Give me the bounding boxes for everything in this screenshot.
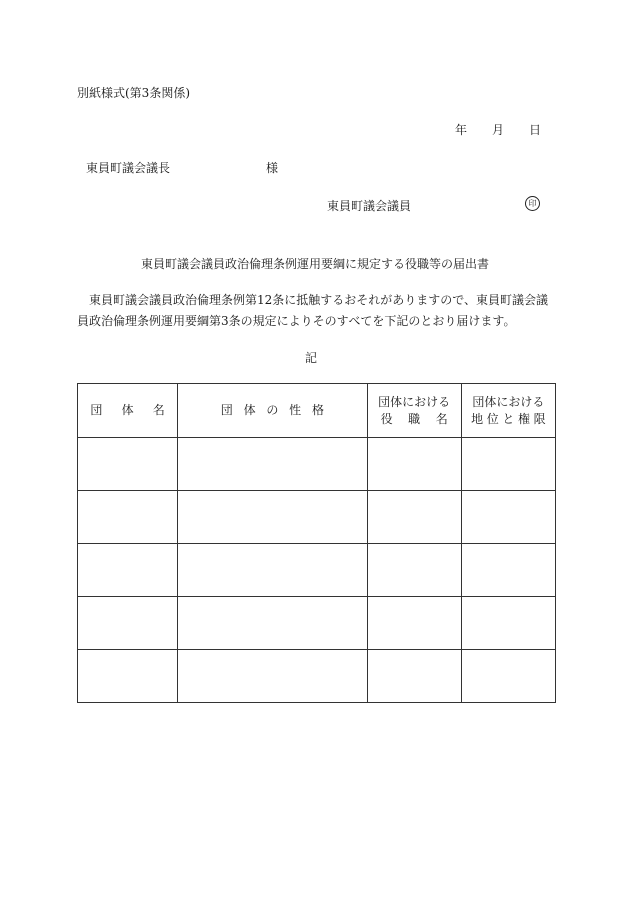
body-text: 東員町議会議員政治倫理条例第12条に抵触するおそれがありますので、東員町議会議員政治倫理条例運用要綱第3条の規定によりそのすべてを下記のとおり届けます。 bbox=[77, 293, 549, 328]
header-position-title: 団体における 役職名 bbox=[367, 384, 461, 438]
cell-organization-nature[interactable] bbox=[178, 597, 367, 650]
form-reference: 別紙様式(第3条関係) bbox=[77, 86, 190, 100]
cell-status-authority[interactable] bbox=[461, 438, 555, 491]
cell-organization-name[interactable] bbox=[78, 597, 178, 650]
addressee-title: 東員町議会議長 bbox=[86, 161, 171, 175]
header-organization-name: 団体名 bbox=[78, 384, 178, 438]
cell-position-title[interactable] bbox=[367, 438, 461, 491]
cell-organization-name[interactable] bbox=[78, 544, 178, 597]
cell-organization-nature[interactable] bbox=[178, 650, 367, 703]
cell-status-authority[interactable] bbox=[461, 544, 555, 597]
table-row bbox=[78, 597, 556, 650]
cell-organization-nature[interactable] bbox=[178, 438, 367, 491]
table-row bbox=[78, 650, 556, 703]
table-header-row bbox=[78, 384, 556, 438]
document-title: 東員町議会議員政治倫理条例運用要綱に規定する役職等の届出書 bbox=[140, 257, 489, 271]
cell-position-title[interactable] bbox=[367, 491, 461, 544]
date-line bbox=[455, 121, 541, 138]
date-month-label: 月 bbox=[492, 123, 505, 137]
cell-organization-name[interactable] bbox=[78, 491, 178, 544]
date-year-label: 年 bbox=[455, 123, 468, 137]
positions-table bbox=[77, 383, 556, 703]
cell-status-authority[interactable] bbox=[461, 597, 555, 650]
cell-organization-nature[interactable] bbox=[178, 544, 367, 597]
table-row bbox=[78, 438, 556, 491]
cell-organization-nature[interactable] bbox=[178, 491, 367, 544]
cell-position-title[interactable] bbox=[367, 544, 461, 597]
cell-status-authority[interactable] bbox=[461, 650, 555, 703]
cell-status-authority[interactable] bbox=[461, 491, 555, 544]
cell-position-title[interactable] bbox=[367, 650, 461, 703]
record-mark: 記 bbox=[304, 351, 317, 365]
cell-position-title[interactable] bbox=[367, 597, 461, 650]
header-organization-nature: 団体の性格 bbox=[178, 384, 367, 438]
date-day-label: 日 bbox=[529, 123, 542, 137]
cell-organization-name[interactable] bbox=[78, 438, 178, 491]
header-status-authority: 団体における 地位と権限 bbox=[461, 384, 555, 438]
table-row bbox=[78, 491, 556, 544]
sender-title: 東員町議会議員 bbox=[327, 199, 412, 213]
addressee-honorific: 様 bbox=[266, 161, 279, 175]
table-row bbox=[78, 544, 556, 597]
seal-icon: 印 bbox=[525, 196, 540, 211]
cell-organization-name[interactable] bbox=[78, 650, 178, 703]
addressee-line bbox=[86, 159, 278, 176]
